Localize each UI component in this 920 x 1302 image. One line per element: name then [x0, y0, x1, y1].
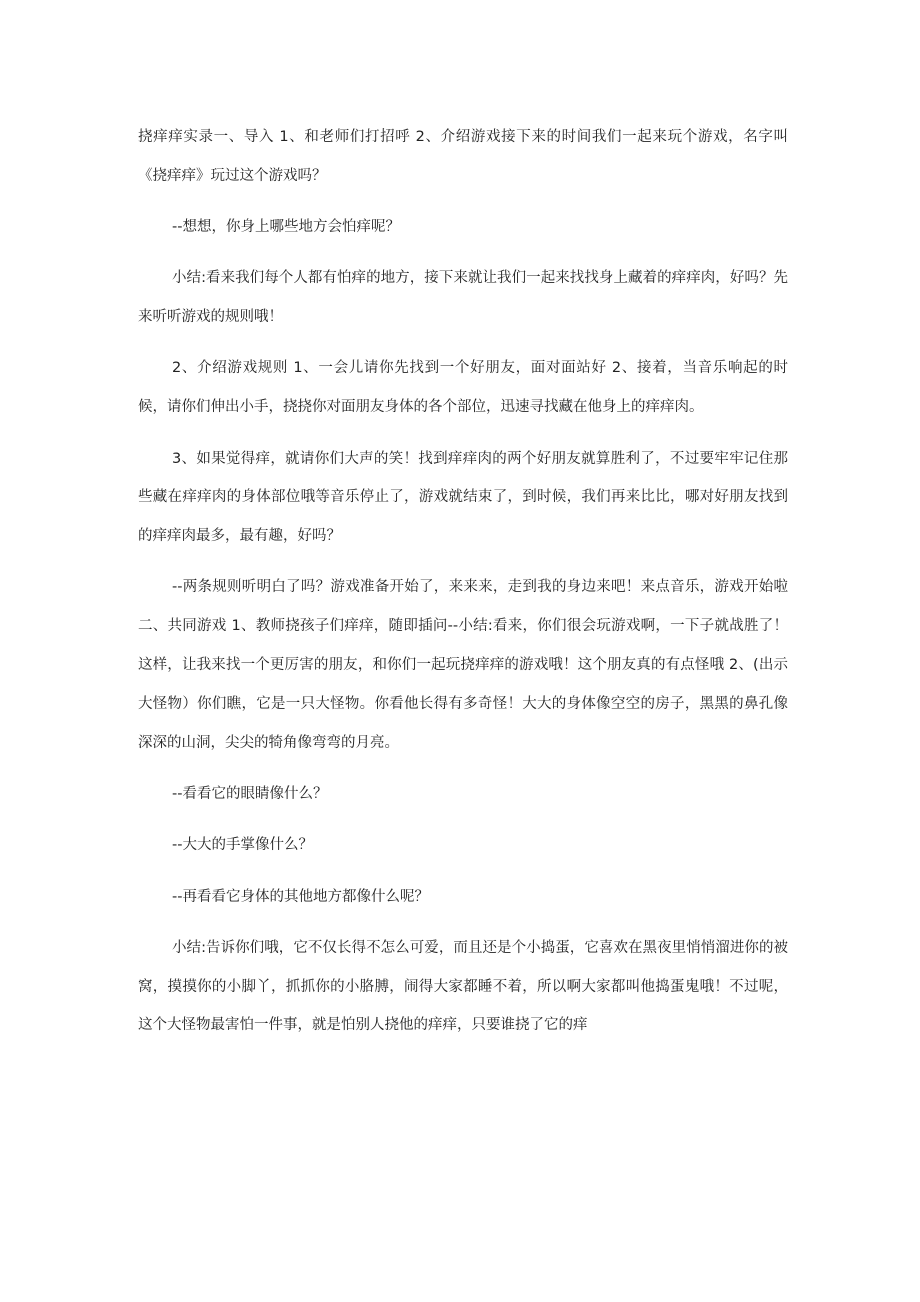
paragraph-6: --两条规则听明白了吗？游戏准备开始了，来来来，走到我的身边来吧！来点音乐，游戏开始啦二、共同游戏 1、教师挠孩子们痒痒，随即插问--小结:看来，你们很会玩游戏啊，一下子就战胜了！这样，让我来找一个更厉害的朋友，和你们一起玩挠痒痒的游戏哦！这个朋友真的有点怪哦 2、(出示大怪物）你们瞧，它是一只大怪物。你看他长得有多奇怪！大大的身体像空空的房子，黑黑的鼻孔像深深的山洞，尖尖的犄角像弯弯的月亮。	[138, 579, 788, 751]
paragraph-7: --看看它的眼睛像什么？	[172, 785, 328, 802]
paragraph-3: 小结:看来我们每个人都有怕痒的地方，接下来就让我们一起来找找身上藏着的痒痒肉，好吗？先来听听游戏的规则哦！	[138, 270, 788, 326]
paragraph-2: --想想，你身上哪些地方会怕痒呢？	[172, 219, 400, 236]
paragraph-10: 小结:告诉你们哦，它不仅长得不怎么可爱，而且还是个小捣蛋，它喜欢在黑夜里悄悄溜进你的被窝，摸摸你的小脚丫，抓抓你的小胳膊，闹得大家都睡不着，所以啊大家都叫他捣蛋鬼哦！不过呢，这个大怪物最害怕一件事，就是怕别人挠他的痒痒，只要谁挠了它的痒	[138, 939, 788, 1034]
document-body	[138, 118, 788, 1058]
paragraph-5: 3、如果觉得痒，就请你们大声的笑！找到痒痒肉的两个好朋友就算胜利了，不过要牢牢记住那些藏在痒痒肉的身体部位哦等音乐停止了，游戏就结束了，到时候，我们再来比比，哪对好朋友找到的痒痒肉最多，最有趣，好吗？	[138, 450, 788, 545]
paragraph-9: --再看看它身体的其他地方都像什么呢？	[172, 888, 429, 905]
paragraph-4: 2、介绍游戏规则 1、一会儿请你先找到一个好朋友，面对面站好 2、接着，当音乐响起的时候，请你们伸出小手，挠挠你对面朋友身体的各个部位，迅速寻找藏在他身上的痒痒肉。	[138, 360, 788, 416]
paragraph-8: --大大的手掌像什么？	[172, 837, 313, 854]
paragraph-1: 挠痒痒实录一、导入 1、和老师们打招呼 2、介绍游戏接下来的时间我们一起来玩个游戏，名字叫《挠痒痒》玩过这个游戏吗？	[138, 129, 788, 184]
